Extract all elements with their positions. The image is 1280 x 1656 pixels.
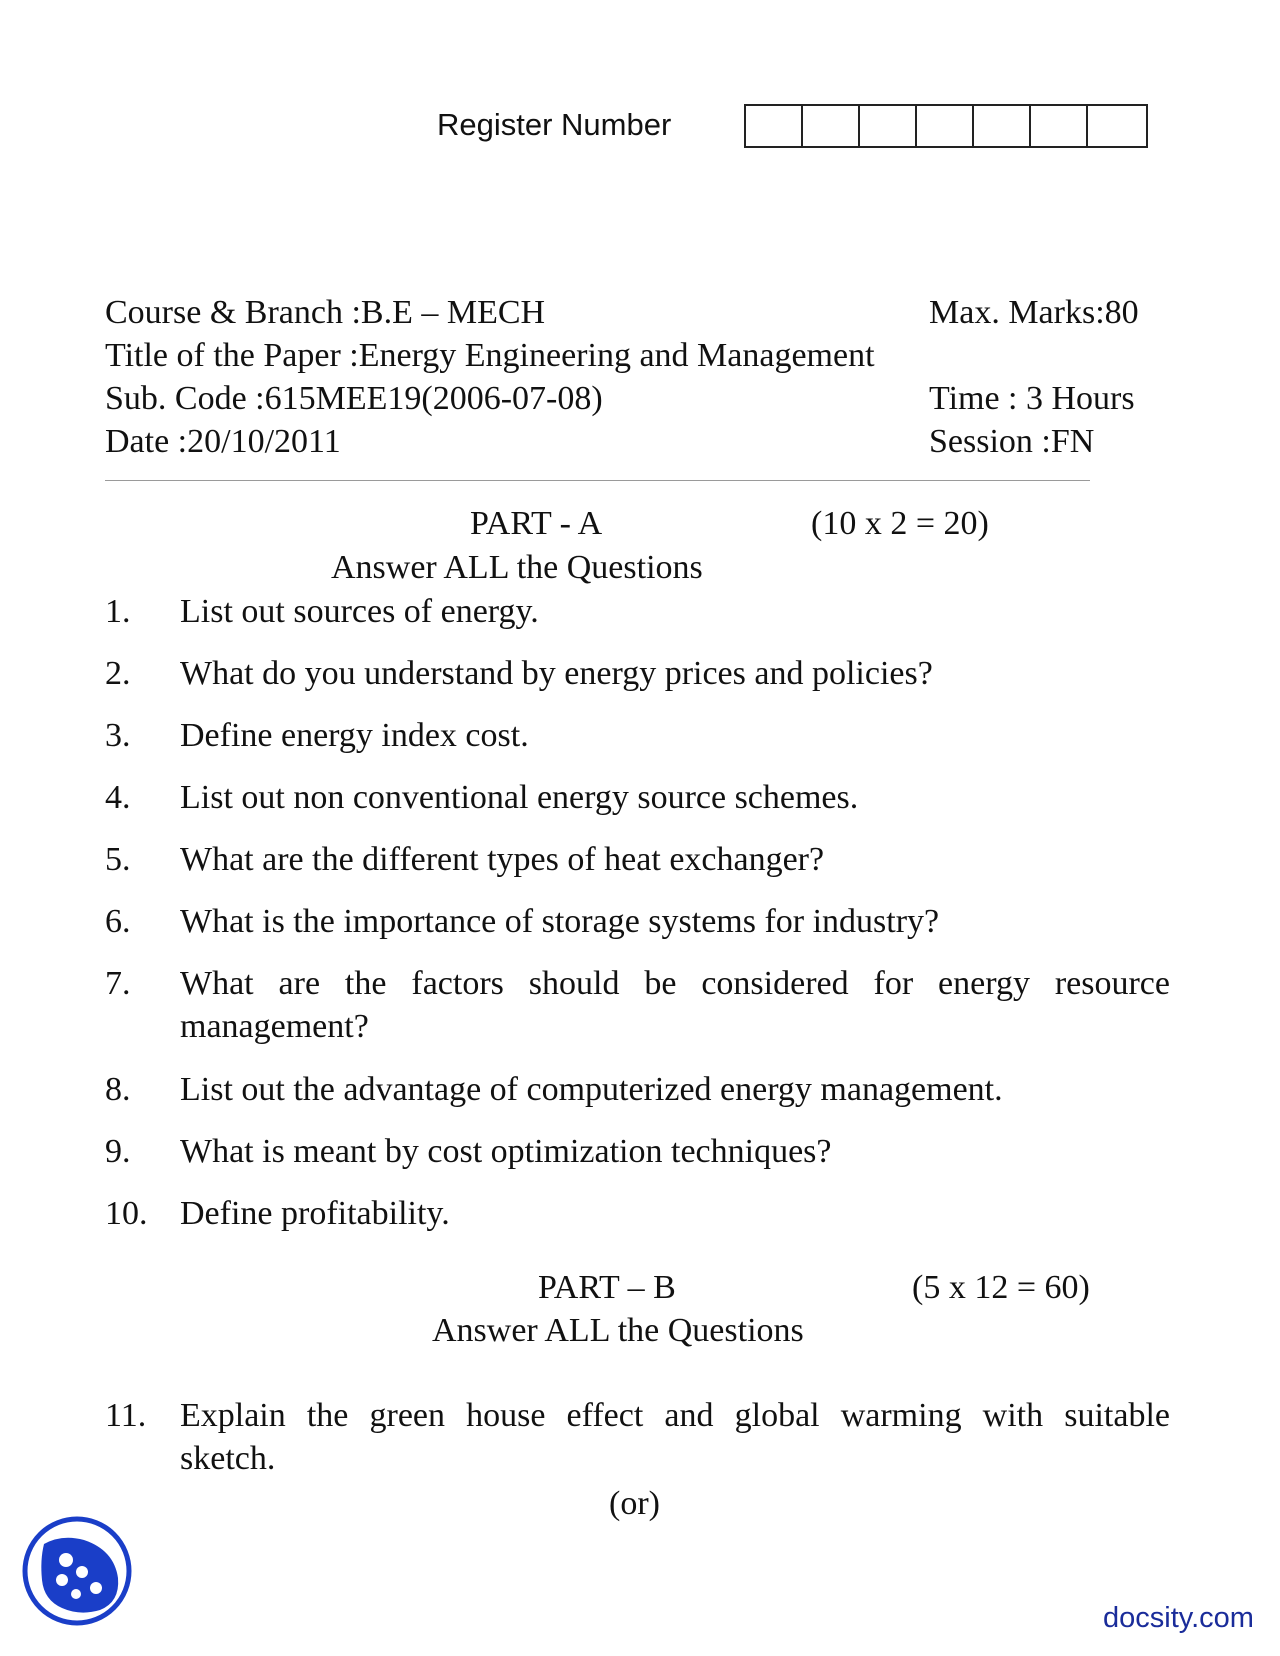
part-a-instruction: Answer ALL the Questions — [331, 549, 703, 586]
question-text: What is meant by cost optimization techniques? — [180, 1133, 832, 1170]
course-branch: Course & Branch :B.E – MECH — [105, 294, 546, 331]
question-text-line: management? — [180, 1008, 369, 1045]
register-digit-box — [974, 106, 1031, 146]
question-text: Define energy index cost. — [180, 717, 529, 754]
question-number: 7. — [105, 965, 131, 1002]
part-a-marks: (10 x 2 = 20) — [811, 505, 989, 542]
question-text — [180, 1394, 1170, 1480]
question-number: 1. — [105, 593, 131, 630]
exam-date: Date :20/10/2011 — [105, 423, 341, 460]
register-digit-box — [860, 106, 917, 146]
part-a-title: PART - A — [470, 505, 603, 542]
question-number: 6. — [105, 903, 131, 940]
question-text-line: Explain the green house effect and global warming with suitable — [180, 1397, 1170, 1434]
question-text-line: What are the factors should be considered for energy resource — [180, 965, 1170, 1002]
register-number-label: Register Number — [437, 107, 672, 142]
question-number: 2. — [105, 655, 131, 692]
question-number: 11. — [105, 1397, 147, 1434]
part-b-instruction: Answer ALL the Questions — [432, 1312, 804, 1349]
question-text: What are the different types of heat exchanger? — [180, 841, 825, 878]
question-text — [180, 962, 1170, 1048]
question-text: List out sources of energy. — [180, 593, 539, 630]
question-number: 3. — [105, 717, 131, 754]
docsity-logo-icon — [22, 1516, 132, 1626]
sub-code: Sub. Code :615MEE19(2006-07-08) — [105, 380, 603, 417]
question-number: 4. — [105, 779, 131, 816]
register-digit-box — [803, 106, 860, 146]
register-number-boxes — [744, 104, 1148, 148]
or-separator: (or) — [609, 1485, 660, 1522]
max-marks: Max. Marks:80 — [929, 294, 1139, 331]
register-digit-box — [917, 106, 974, 146]
register-digit-box — [1031, 106, 1088, 146]
register-digit-box — [1088, 106, 1146, 146]
exam-time: Time : 3 Hours — [929, 380, 1135, 417]
question-text: List out the advantage of computerized energy management. — [180, 1071, 1003, 1108]
question-number: 8. — [105, 1071, 131, 1108]
question-text: List out non conventional energy source schemes. — [180, 779, 859, 816]
exam-session: Session :FN — [929, 423, 1095, 460]
question-number: 9. — [105, 1133, 131, 1170]
question-number: 5. — [105, 841, 131, 878]
register-digit-box — [746, 106, 803, 146]
question-text-line: sketch. — [180, 1440, 276, 1477]
part-b-title: PART – B — [538, 1269, 676, 1306]
paper-title: Title of the Paper :Energy Engineering and Management — [105, 337, 875, 374]
header-divider — [105, 480, 1090, 481]
question-text: Define profitability. — [180, 1195, 450, 1232]
question-text: What is the importance of storage systems for industry? — [180, 903, 940, 940]
docsity-brand[interactable]: docsity.com — [1103, 1602, 1254, 1634]
part-b-marks: (5 x 12 = 60) — [912, 1269, 1090, 1306]
question-text: What do you understand by energy prices and policies? — [180, 655, 933, 692]
question-number: 10. — [105, 1195, 148, 1232]
